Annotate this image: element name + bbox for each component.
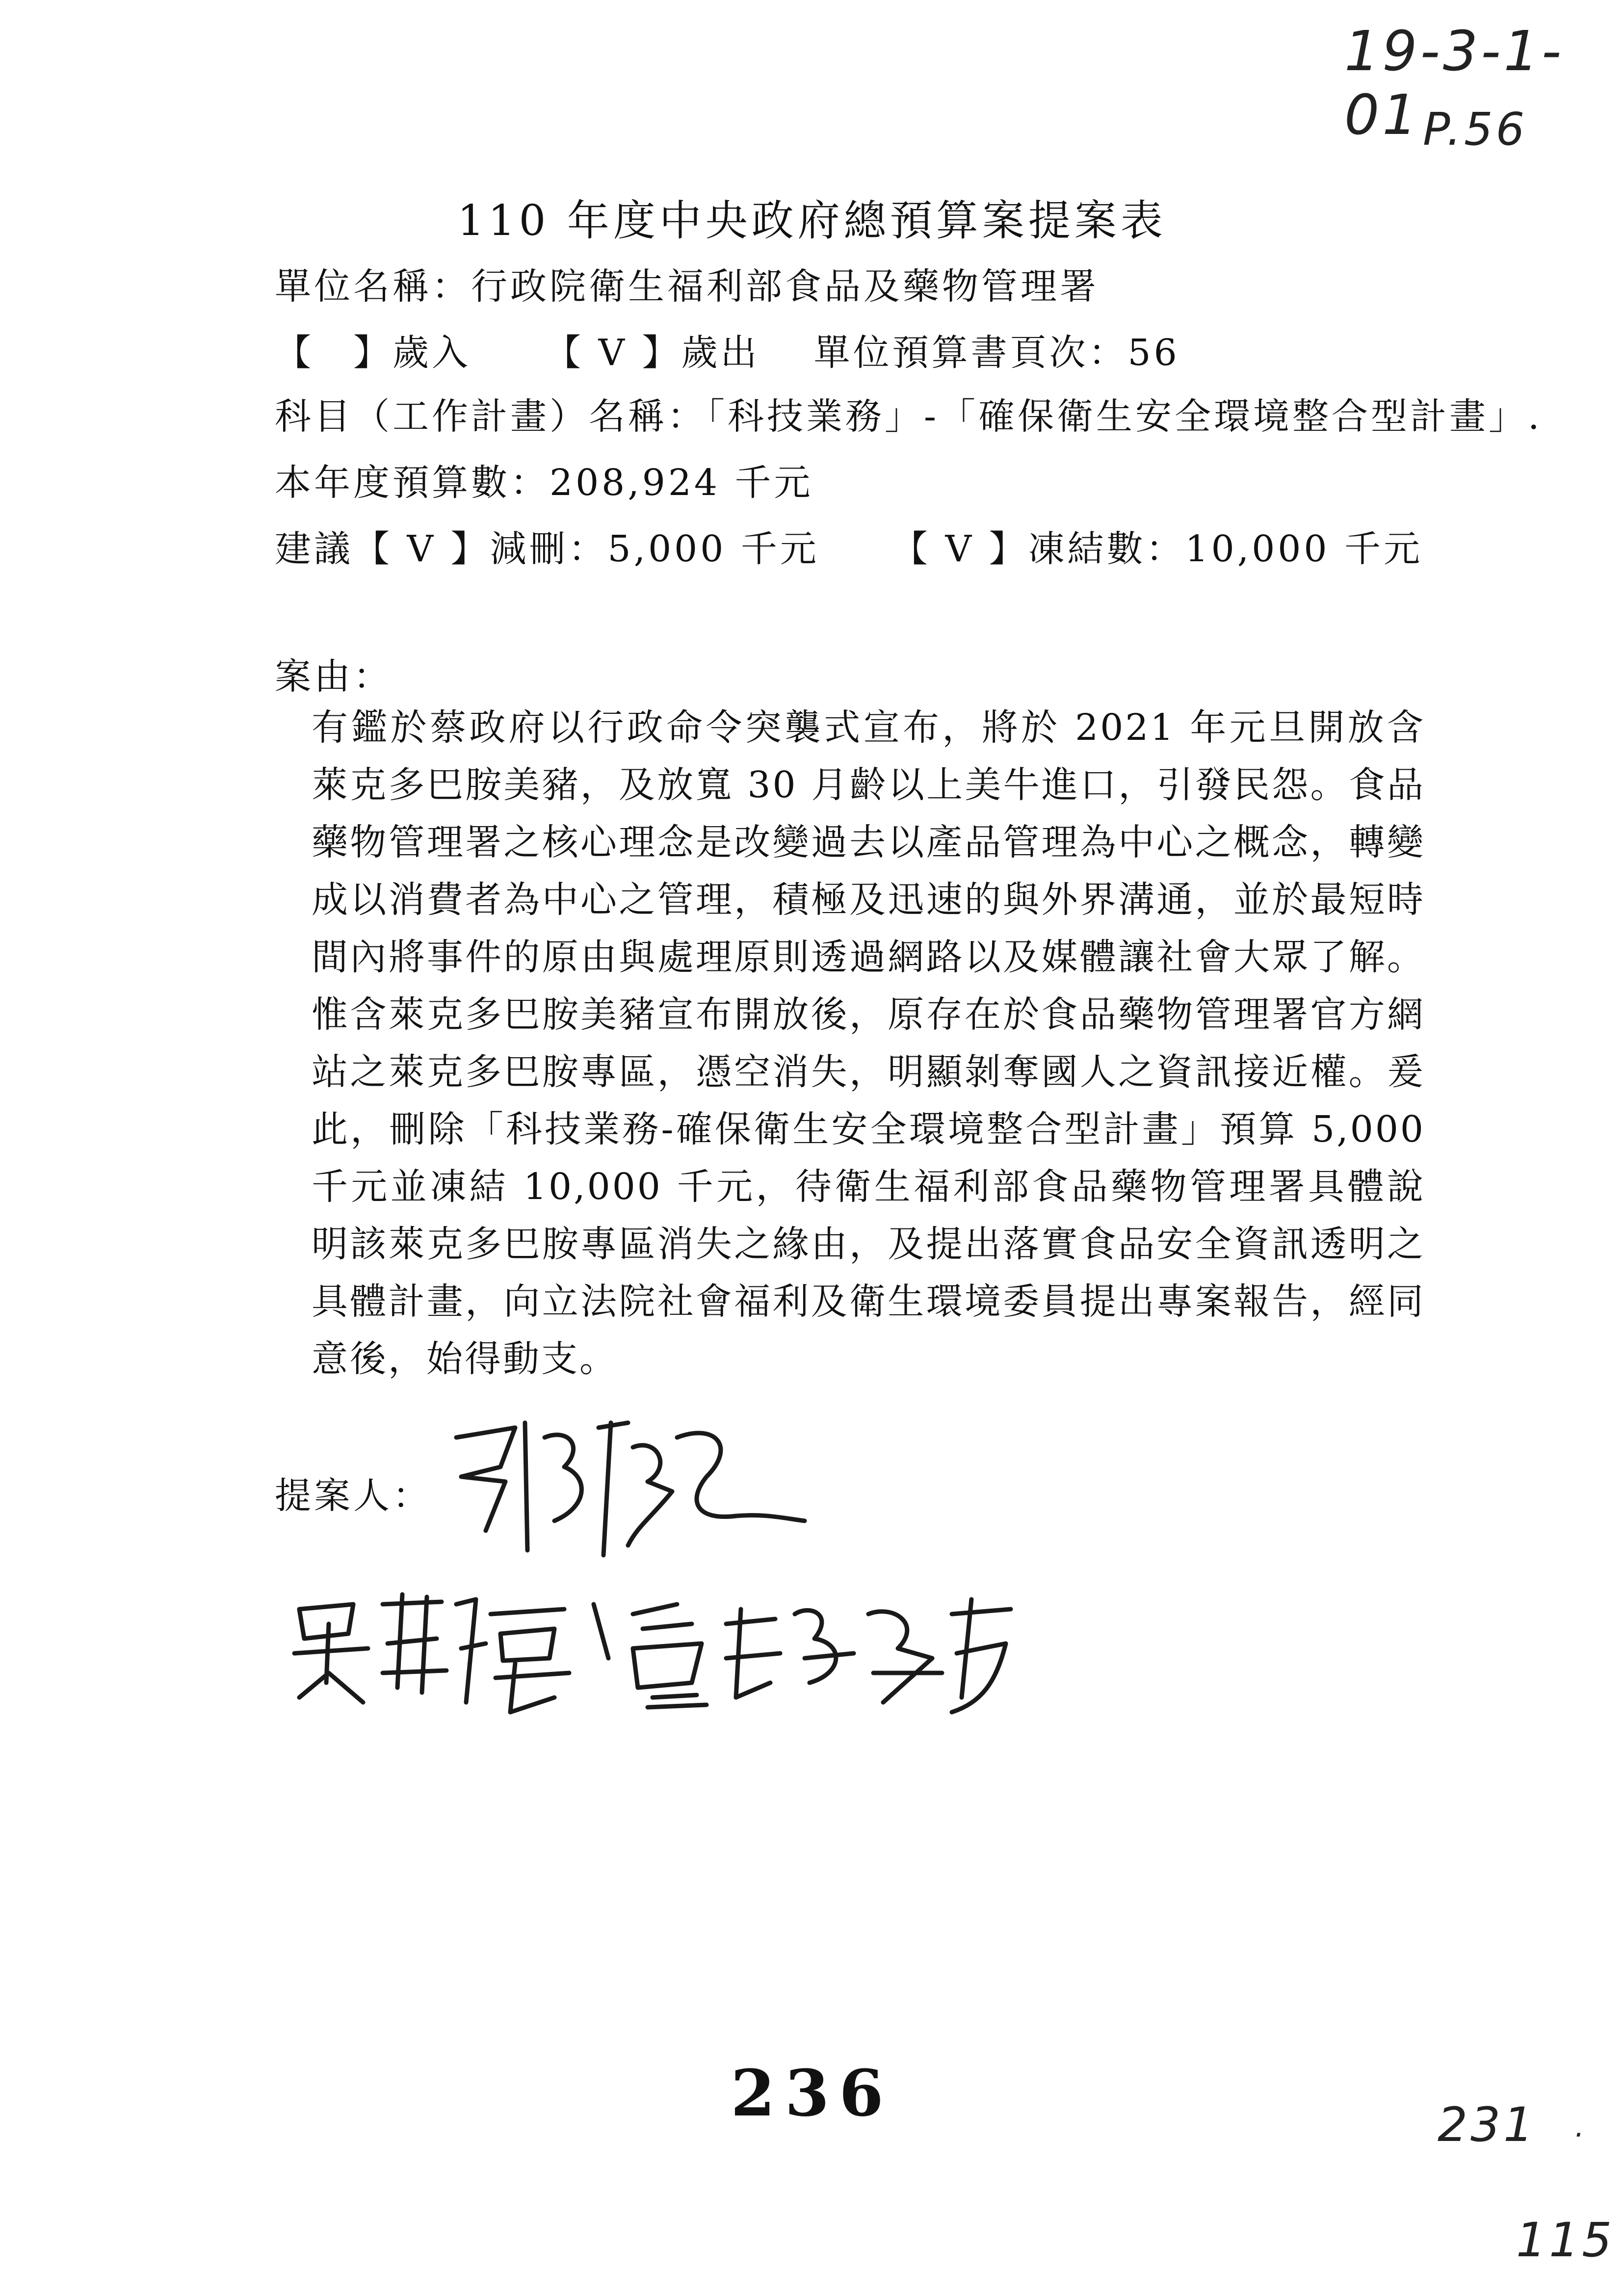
freeze-block — [891, 520, 1423, 572]
page-number: 236 — [731, 2056, 893, 2131]
form-title: 110 年度中央政府總預算案提案表 — [457, 196, 1167, 245]
page-reference: 單位預算書頁次：56 — [813, 332, 1180, 374]
expense-checkbox: 【 V 】 — [545, 332, 681, 374]
handwritten-page-ref: P.56 — [1423, 103, 1528, 156]
freeze-checkbox: 【 V 】 — [891, 528, 1028, 570]
expense-label: 歲出 — [681, 332, 760, 374]
revenue-checkbox: 【 】 — [275, 332, 393, 374]
handwritten-dot: . — [1575, 2110, 1588, 2144]
reason-text: 有鑑於蔡政府以行政命令突襲式宣布，將於 2021 年元旦開放含萊克多巴胺美豬，及放寬 30 月齡以上美牛進口，引發民怨。食品藥物管理署之核心理念是改變過去以產品管理為中心之概念，轉變成以消費者為中心之管理，積極及迅速的與外界溝通，並於最短時間內將事件的原由與處理原則透過網路以及媒體讓社會大眾了解。惟含萊克多巴胺美豬宣布開放後，原存在於食品藥物管理署官方網站之萊克多巴胺專區，憑空消失，明顯剝奪國人之資訊接近權。爰此，刪除「科技業務-確保衛生安全環境整合型計畫」預算 5,000 千元並凍結 10,000 千元，待衛生福利部食品藥物管理署具體說明該萊克多巴胺專區消失之緣由，及提出落實食品安全資訊透明之具體計畫，向立法院社會福利及衛生環境委員提出專案報告，經同意後，始得動支。 — [312, 706, 1425, 1380]
revenue-label: 歲入 — [393, 332, 471, 374]
suggestion-label: 建議 — [275, 528, 353, 570]
cut-amount: 減刪：5,000 千元 — [490, 528, 819, 570]
handwritten-number-115: 115 — [1516, 2213, 1615, 2268]
budget-type-row — [275, 324, 1180, 376]
freeze-amount: 凍結數：10,000 千元 — [1028, 528, 1423, 570]
reason-label: 案由： — [275, 655, 393, 698]
proposer-label: 提案人： — [275, 1475, 432, 1517]
annual-budget: 本年度預算數：208,924 千元 — [275, 462, 813, 504]
suggestion-row — [275, 520, 1423, 572]
subject-name: 科目（工作計畫）名稱：「科技業務」-「確保衛生安全環境整合型計畫」. — [275, 395, 1543, 438]
proposer-signature-1 — [442, 1408, 824, 1570]
handwritten-number-231: 231 — [1438, 2097, 1537, 2152]
unit-name: 單位名稱：行政院衛生福利部食品及藥物管理署 — [275, 265, 1099, 308]
proposer-signature-2 — [280, 1575, 584, 1722]
cut-checkbox: 【 V 】 — [353, 528, 490, 570]
handwritten-file-code: 19-3-1-01 — [1344, 20, 1565, 147]
proposer-signature-3 — [579, 1585, 1021, 1722]
